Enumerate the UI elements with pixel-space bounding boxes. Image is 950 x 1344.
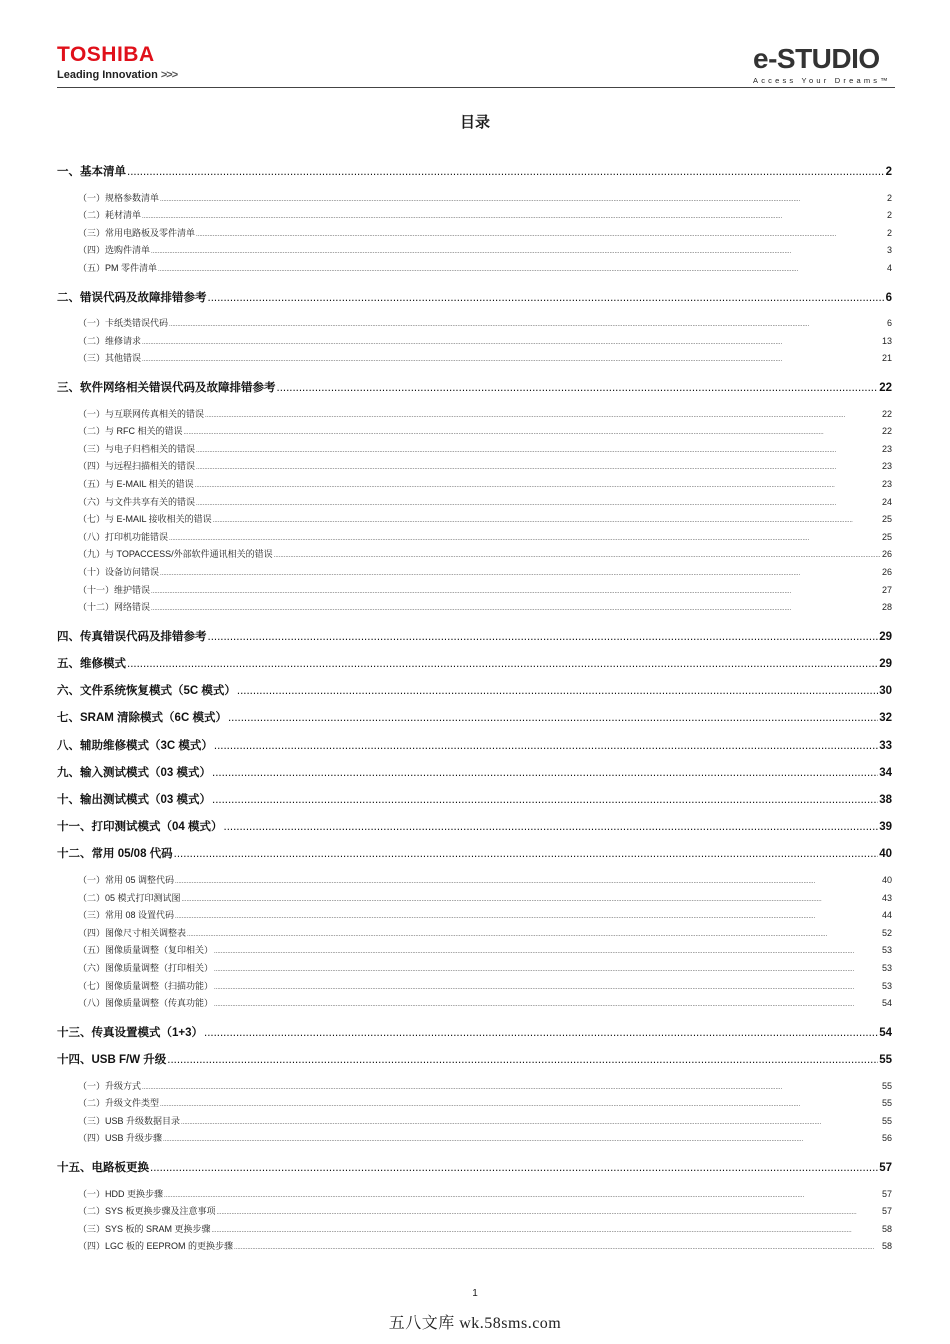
toc-chapter-entry[interactable] bbox=[57, 791, 892, 807]
toc-section-entry[interactable] bbox=[57, 261, 892, 274]
toc-entry-label: （二）耗材清单 bbox=[78, 210, 142, 221]
toc-entry-label: （三）其他错误 bbox=[78, 353, 142, 364]
toc-entry-label: 二、错误代码及故障排错参考 bbox=[57, 291, 207, 304]
toc-section-entry[interactable] bbox=[57, 943, 892, 956]
toc-chapter-entry[interactable] bbox=[57, 845, 892, 861]
estudio-logo bbox=[753, 44, 895, 85]
toc-entry-page: 57 bbox=[879, 1162, 892, 1174]
toc-entry-page: 24 bbox=[881, 496, 892, 507]
toc-entry-page: 2 bbox=[885, 166, 892, 178]
toc-entry-page: 58 bbox=[881, 1223, 892, 1234]
toc-leader-dots bbox=[196, 232, 886, 238]
toc-entry-label: （三）USB 升级数据目录 bbox=[78, 1115, 181, 1126]
toc-entry-page: 30 bbox=[879, 685, 892, 698]
toc-leader-dots bbox=[164, 1193, 881, 1199]
toc-leader-dots bbox=[169, 322, 886, 328]
toc-leader-dots bbox=[196, 501, 881, 507]
toc-entry-page: 58 bbox=[881, 1241, 892, 1252]
toc-leader-dots bbox=[184, 430, 881, 436]
toc-section-entry[interactable] bbox=[57, 1239, 892, 1252]
toc-section-entry[interactable] bbox=[57, 407, 892, 420]
toc-chapter-entry[interactable] bbox=[57, 764, 892, 780]
toc-entry-label: （八）打印机功能错误 bbox=[78, 531, 169, 542]
toc-entry-page: 44 bbox=[881, 910, 892, 921]
brand-tagline bbox=[57, 68, 177, 82]
toc-section-entry[interactable] bbox=[57, 891, 892, 904]
toc-chapter-entry[interactable] bbox=[57, 682, 892, 698]
toc-leader-dots bbox=[163, 1137, 881, 1143]
toc-entry-page: 57 bbox=[881, 1206, 892, 1217]
toc-entry-label: 十一、打印测试模式（04 模式） bbox=[57, 821, 223, 834]
toc-entry-page: 56 bbox=[881, 1133, 892, 1144]
toc-entry-page: 23 bbox=[881, 443, 892, 454]
toc-section-entry[interactable] bbox=[57, 996, 892, 1009]
toc-leader-dots bbox=[204, 1027, 878, 1039]
toc-leader-dots bbox=[228, 712, 878, 724]
toc-entry-label: （一）升级方式 bbox=[78, 1080, 142, 1091]
toc-leader-dots bbox=[142, 340, 881, 346]
toc-section-entry[interactable] bbox=[57, 979, 892, 992]
page-number: 1 bbox=[472, 1288, 478, 1299]
toc-section-entry[interactable] bbox=[57, 316, 892, 329]
toc-entry-page: 22 bbox=[881, 426, 892, 437]
toc-entry-page: 2 bbox=[886, 192, 892, 203]
toc-entry-page: 29 bbox=[879, 658, 892, 670]
toc-entry-label: （五）PM 零件清单 bbox=[78, 263, 158, 273]
toc-leader-dots bbox=[214, 949, 881, 955]
toc-entry-label: （四）USB 升级步骤 bbox=[78, 1133, 163, 1144]
toc-chapter-entry[interactable] bbox=[57, 1159, 892, 1175]
toc-section-entry[interactable] bbox=[57, 442, 892, 455]
toc-entry-label: 一、基本清单 bbox=[57, 166, 126, 178]
toc-entry-page: 32 bbox=[879, 712, 892, 725]
chevrons-icon: >>> bbox=[160, 69, 178, 81]
toc-entry-label: （十）设备访问错误 bbox=[78, 567, 160, 577]
toc-section-entry[interactable] bbox=[57, 495, 892, 508]
toc-entry-label: 七、SRAM 清除模式（6C 模式） bbox=[57, 712, 227, 725]
toc-leader-dots bbox=[160, 197, 886, 203]
toc-entry-label: （二）升级文件类型 bbox=[78, 1098, 160, 1109]
toc-entry-label: （一）与互联网传真相关的错误 bbox=[78, 408, 205, 419]
toc-leader-dots bbox=[224, 821, 879, 833]
toc-entry-label: （四）图像尺寸相关调整表 bbox=[78, 927, 187, 938]
toc-entry-page: 55 bbox=[879, 1054, 892, 1066]
toc-entry-label: （六）与文件共享有关的错误 bbox=[78, 496, 196, 507]
estudio-wordmark: e-STUDIO bbox=[753, 43, 880, 74]
toc-leader-dots bbox=[151, 606, 881, 612]
toc-leader-dots bbox=[151, 589, 881, 595]
toc-chapter-entry[interactable] bbox=[57, 1051, 892, 1067]
toc-section-entry[interactable] bbox=[57, 1204, 892, 1217]
toc-entry-label: 十五、电路板更换 bbox=[57, 1162, 149, 1174]
toc-entry-label: （五）与 E-MAIL 相关的错误 bbox=[78, 479, 194, 489]
toc-leader-dots bbox=[217, 1210, 881, 1216]
toc-entry-label: 九、输入测试模式（03 模式） bbox=[57, 766, 211, 779]
toc-entry-page: 40 bbox=[881, 875, 892, 885]
toc-entry-label: （八）图像质量调整（传真功能） bbox=[78, 998, 214, 1009]
toc-chapter-entry[interactable] bbox=[57, 289, 892, 305]
toc-entry-page: 26 bbox=[881, 549, 892, 560]
toc-chapter-entry[interactable] bbox=[57, 1024, 892, 1040]
toc-chapter-entry[interactable] bbox=[57, 628, 892, 644]
toc-section-entry[interactable] bbox=[57, 1222, 892, 1235]
toc-entry-page: 6 bbox=[886, 318, 892, 329]
toc-section-entry[interactable] bbox=[57, 334, 892, 347]
toc-entry-page: 53 bbox=[881, 980, 892, 991]
toc-section-entry[interactable] bbox=[57, 961, 892, 974]
toc-chapter-entry[interactable] bbox=[57, 163, 892, 179]
toc-leader-dots bbox=[214, 967, 881, 973]
toc-leader-dots bbox=[196, 448, 881, 454]
toc-entry-label: （二）05 模式打印测试图 bbox=[78, 892, 181, 903]
toc-entry-page: 2 bbox=[886, 227, 892, 238]
toc-entry-label: （七）与 E-MAIL 接收相关的错误 bbox=[78, 514, 212, 525]
toc-leader-dots bbox=[208, 292, 885, 304]
toc-entry-label: （二）维修请求 bbox=[78, 335, 142, 346]
tagline-text: Leading Innovation bbox=[57, 69, 158, 81]
toc-leader-dots bbox=[150, 1162, 878, 1174]
toc-section-entry[interactable] bbox=[57, 1114, 892, 1127]
toc-entry-page: 23 bbox=[881, 461, 892, 472]
toc-entry-page: 52 bbox=[881, 927, 892, 938]
toc-entry-page: 21 bbox=[881, 353, 892, 364]
toc-leader-dots bbox=[234, 1245, 881, 1251]
toc-section-entry[interactable] bbox=[57, 512, 892, 525]
toc-entry-label: 六、文件系统恢复模式（5C 模式） bbox=[57, 685, 236, 698]
toc-section-entry[interactable] bbox=[57, 243, 892, 256]
toc-entry-page: 55 bbox=[881, 1080, 892, 1091]
estudio-tagline: Access Your Dreams™ bbox=[753, 76, 891, 85]
toc-entry-label: （五）图像质量调整（复印相关） bbox=[78, 945, 214, 956]
toc-chapter-entry[interactable] bbox=[57, 709, 892, 725]
toc-leader-dots bbox=[214, 1002, 881, 1008]
toc-leader-dots bbox=[182, 897, 881, 903]
toc-entry-label: 十二、常用 05/08 代码 bbox=[57, 848, 173, 861]
toc-section-entry[interactable] bbox=[57, 583, 892, 596]
toc-entry-page: 4 bbox=[886, 263, 892, 273]
toc-entry-page: 54 bbox=[879, 1026, 892, 1039]
toc-entry-page: 25 bbox=[881, 531, 892, 542]
toc-entry-page: 3 bbox=[886, 245, 892, 256]
toc-leader-dots bbox=[142, 214, 886, 220]
toc-leader-dots bbox=[127, 658, 878, 670]
toc-entry-label: （一）卡纸类错误代码 bbox=[78, 318, 169, 329]
toc-entry-page: 22 bbox=[879, 382, 892, 394]
toc-entry-label: （三）SYS 板的 SRAM 更换步骤 bbox=[78, 1223, 211, 1234]
toc-leader-dots bbox=[196, 465, 881, 471]
page-header bbox=[57, 44, 895, 90]
toc-entry-label: （四）选购件清单 bbox=[78, 245, 151, 256]
toc-entry-label: （二）与 RFC 相关的错误 bbox=[78, 426, 183, 437]
toc-leader-dots bbox=[237, 685, 878, 697]
toc-leader-dots bbox=[212, 1228, 881, 1234]
toc-leader-dots bbox=[213, 518, 881, 524]
toc-entry-page: 55 bbox=[881, 1115, 892, 1126]
toc-entry-label: （一）常用 05 调整代码 bbox=[78, 875, 175, 885]
toc-entry-page: 39 bbox=[879, 821, 892, 834]
toc-entry-page: 43 bbox=[881, 892, 892, 903]
toc-leader-dots bbox=[181, 1120, 881, 1126]
toc-chapter-entry[interactable] bbox=[57, 655, 892, 671]
toc-entry-label: （一）HDD 更换步骤 bbox=[78, 1188, 163, 1199]
toc-entry-label: （十二）网络错误 bbox=[78, 602, 151, 613]
toc-leader-dots bbox=[214, 985, 881, 991]
toc-leader-dots bbox=[142, 357, 881, 363]
toc-section-entry[interactable] bbox=[57, 208, 892, 221]
toc-entry-page: 55 bbox=[881, 1098, 892, 1109]
toc-entry-page: 13 bbox=[881, 335, 892, 346]
toc-entry-label: 八、辅助维修模式（3C 模式） bbox=[57, 739, 213, 752]
toc-leader-dots bbox=[151, 249, 886, 255]
watermark: 五八文库 wk.58sms.com bbox=[388, 1315, 562, 1332]
toc-chapter-entry[interactable] bbox=[57, 818, 892, 834]
toc-leader-dots bbox=[175, 879, 881, 885]
toc-entry-page: 53 bbox=[881, 963, 892, 973]
toc-leader-dots bbox=[274, 553, 881, 559]
toc-leader-dots bbox=[277, 382, 879, 394]
toshiba-logo bbox=[57, 44, 177, 82]
toc-section-entry[interactable] bbox=[57, 191, 892, 204]
toc-leader-dots bbox=[160, 1102, 881, 1108]
toc-section-entry[interactable] bbox=[57, 477, 892, 490]
toc-entry-label: （三）常用 08 设置代码 bbox=[78, 910, 175, 921]
toc-section-entry[interactable] bbox=[57, 926, 892, 939]
toc-entry-label: （四）LGC 板的 EEPROM 的更换步骤 bbox=[78, 1241, 234, 1252]
toc-leader-dots bbox=[158, 267, 886, 273]
toc-chapter-entry[interactable] bbox=[57, 379, 892, 395]
toc-leader-dots bbox=[169, 536, 881, 542]
toc-entry-label: （七）图像质量调整（扫描功能） bbox=[78, 980, 214, 991]
toc-entry-label: 三、软件网络相关错误代码及故障排错参考 bbox=[57, 382, 276, 394]
toc-entry-label: 十四、USB F/W 升级 bbox=[57, 1054, 167, 1066]
toc-entry-label: 四、传真错误代码及排错参考 bbox=[57, 630, 207, 643]
toc-section-entry[interactable] bbox=[57, 530, 892, 543]
toc-leader-dots bbox=[212, 794, 878, 806]
toc-entry-label: （六）图像质量调整（打印相关） bbox=[78, 963, 214, 973]
toc-entry-label: （一）规格参数清单 bbox=[78, 192, 160, 203]
toc-section-entry[interactable] bbox=[57, 226, 892, 239]
toc-section-entry[interactable] bbox=[57, 600, 892, 613]
toc-section-entry[interactable] bbox=[57, 908, 892, 921]
toc-entry-label: （四）与远程扫描相关的错误 bbox=[78, 461, 196, 472]
toc-entry-page: 54 bbox=[881, 998, 892, 1009]
toc-entry-page: 22 bbox=[881, 408, 892, 419]
toc-entry-page: 33 bbox=[879, 739, 892, 752]
toc-entry-page: 25 bbox=[881, 514, 892, 525]
toc-entry-page: 29 bbox=[879, 630, 892, 643]
toc-leader-dots bbox=[208, 631, 879, 643]
toc-leader-dots bbox=[195, 483, 881, 489]
toc-leader-dots bbox=[212, 767, 878, 779]
toc-entry-page: 27 bbox=[881, 584, 892, 595]
toc-entry-label: （十一）维护错误 bbox=[78, 584, 151, 595]
toc-section-entry[interactable] bbox=[57, 1079, 892, 1092]
toc-entry-page: 23 bbox=[881, 479, 892, 489]
toc-entry-label: （三）与电子归档相关的错误 bbox=[78, 443, 196, 454]
toc-entry-label: 十、输出测试模式（03 模式） bbox=[57, 794, 211, 806]
toc-leader-dots bbox=[205, 413, 881, 419]
toc-leader-dots bbox=[142, 1085, 881, 1091]
toc-section-entry[interactable] bbox=[57, 873, 892, 886]
toc-leader-dots bbox=[167, 1054, 878, 1066]
header-divider bbox=[57, 87, 895, 88]
toc-entry-label: 十三、传真设置模式（1+3） bbox=[57, 1026, 204, 1039]
toc-leader-dots bbox=[127, 166, 885, 178]
toc-section-entry[interactable] bbox=[57, 459, 892, 472]
toc-entry-page: 40 bbox=[879, 848, 892, 861]
toc-leader-dots bbox=[160, 571, 881, 577]
toc-leader-dots bbox=[175, 914, 881, 920]
toc-entry-page: 28 bbox=[881, 602, 892, 613]
toc-entry-label: （九）与 TOPACCESS/外部软件通讯相关的错误 bbox=[78, 549, 273, 560]
toc-entry-label: 五、维修模式 bbox=[57, 658, 126, 670]
toc-section-entry[interactable] bbox=[57, 1131, 892, 1144]
toc-section-entry[interactable] bbox=[57, 351, 892, 364]
toc-leader-dots bbox=[214, 740, 878, 752]
toc-entry-page: 34 bbox=[879, 766, 892, 779]
toc-entry-label: （三）常用电路板及零件清单 bbox=[78, 227, 196, 238]
page-title: 目录 bbox=[459, 114, 490, 131]
toc-section-entry[interactable] bbox=[57, 547, 892, 560]
toc-entry-page: 2 bbox=[886, 210, 892, 221]
toc-chapter-entry[interactable] bbox=[57, 737, 892, 753]
toc-section-entry[interactable] bbox=[57, 565, 892, 578]
brand-name: TOSHIBA bbox=[57, 43, 155, 66]
toc-leader-dots bbox=[187, 932, 881, 938]
toc-section-entry[interactable] bbox=[57, 424, 892, 437]
toc-entry-page: 26 bbox=[881, 567, 892, 577]
toc-entry-page: 38 bbox=[879, 794, 892, 806]
toc-section-entry[interactable] bbox=[57, 1187, 892, 1200]
toc-entry-page: 57 bbox=[881, 1188, 892, 1199]
toc-entry-page: 53 bbox=[881, 945, 892, 956]
toc-entry-page: 6 bbox=[885, 291, 892, 304]
toc-section-entry[interactable] bbox=[57, 1096, 892, 1109]
toc-entry-label: （二）SYS 板更换步骤及注意事项 bbox=[78, 1206, 216, 1217]
toc-leader-dots bbox=[174, 848, 879, 860]
